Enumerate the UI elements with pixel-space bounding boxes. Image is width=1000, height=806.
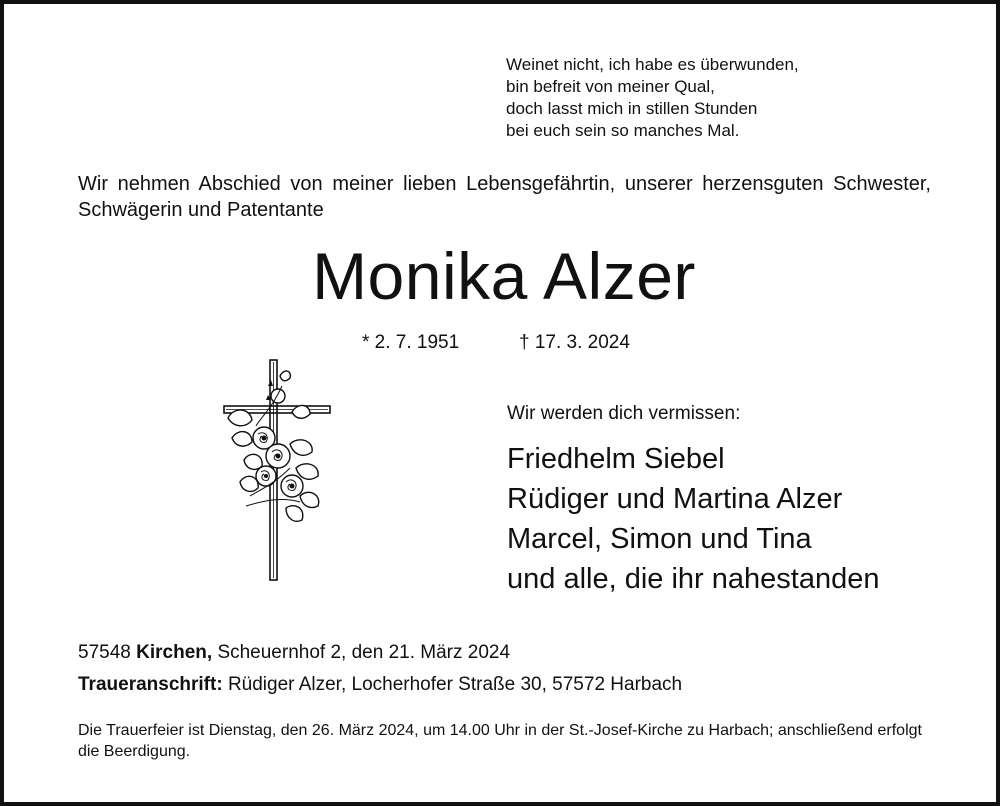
birth-date: * 2. 7. 1951 — [362, 332, 460, 353]
place-zip: 57548 — [78, 642, 131, 663]
mourner-name: Rüdiger und Martina Alzer — [507, 483, 843, 515]
place-date-line — [78, 641, 510, 665]
poem-line: bin befreit von meiner Qual, — [506, 77, 715, 96]
mourning-address-label: Traueranschrift: — [78, 674, 223, 695]
death-date: † 17. 3. 2024 — [519, 332, 630, 353]
mourner-name: und alle, die ihr nahestanden — [507, 563, 880, 595]
funeral-service-notice: Die Trauerfeier ist Dienstag, den 26. März 2024, um 14.00 Uhr in der St.-Josef-Kirche zu Harbach; anschließend erfolgt die Beerdigung. — [78, 722, 922, 760]
mourners-intro: Wir werden dich vermissen: — [507, 403, 741, 424]
mourning-address — [78, 673, 682, 697]
mourning-address-value: Rüdiger Alzer, Locherhofer Straße 30, 57572 Harbach — [227, 674, 683, 695]
poem — [506, 54, 799, 142]
cross-with-roses-icon — [220, 356, 332, 584]
mourner-name: Friedhelm Siebel — [507, 443, 725, 475]
farewell-intro: Wir nehmen Abschied von meiner lieben Lebensgefährtin, unserer herzensguten Schwester, Schwägerin und Patentante — [78, 173, 931, 221]
mourners-list — [507, 439, 879, 599]
poem-line: doch lasst mich in stillen Stunden — [506, 99, 758, 118]
poem-line: Weinet nicht, ich habe es überwunden, — [506, 55, 799, 74]
mourner-name: Marcel, Simon und Tina — [507, 523, 812, 555]
place-rest: Scheuernhof 2, den 21. März 2024 — [217, 642, 511, 663]
deceased-name: Monika Alzer — [312, 239, 696, 313]
place-town: Kirchen, — [136, 642, 213, 663]
poem-line: bei euch sein so manches Mal. — [506, 121, 740, 140]
